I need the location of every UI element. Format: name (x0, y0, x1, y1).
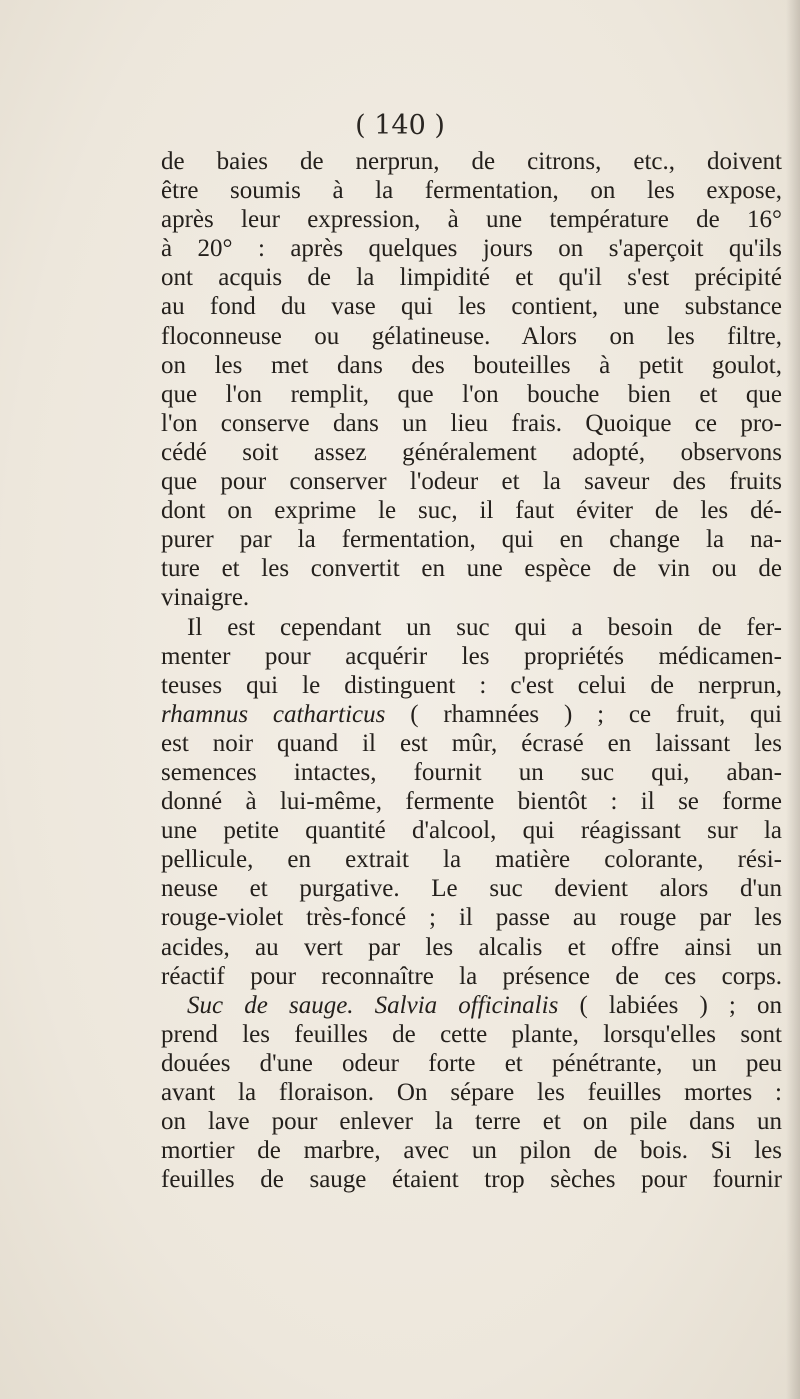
text-run: ( labiées ) ; on (579, 991, 783, 1019)
text-line: acides, au vert par les alcalis et offre ainsi un (161, 933, 782, 961)
text-line: avant la floraison. On sépare les feuilles mortes : (161, 1079, 782, 1106)
text-line: est noir quand il est mûr, écrasé en laissant les (161, 729, 782, 757)
species-name: rhamnus catharticus (161, 700, 386, 728)
text-line: teuses qui le distinguent : c'est celui de nerprun, (161, 671, 782, 699)
text-line: ture et les convertit en une espèce de vin ou de (161, 555, 782, 583)
text-line: de baies de nerprun, de citrons, etc., doivent (161, 148, 782, 175)
text-line: prend les feuilles de cette plante, lorsqu'elles sont (161, 1020, 782, 1048)
text-run: ( rhamnées ) ; ce fruit, qui (410, 700, 782, 728)
text-line: à 20° : après quelques jours on s'aperçoit qu'ils (161, 235, 782, 263)
text-line: l'on conserve dans un lieu frais. Quoique ce pro- (161, 409, 782, 437)
text-line: réactif pour reconnaître la présence de ces corps. (161, 962, 782, 990)
text-line: que pour conserver l'odeur et la saveur des fruits (161, 468, 782, 496)
text-line: être soumis à la fermentation, on les expose, (161, 177, 782, 205)
text-line: on lave pour enlever la terre et on pile dans un (161, 1108, 782, 1136)
page-edge-shadow (786, 0, 800, 1399)
text-line: feuilles de sauge étaient trop sèches pour fournir (161, 1166, 782, 1194)
text-line: menter pour acquérir les propriétés médicamen- (161, 642, 782, 670)
text-line: donné à lui-même, fermente bientôt : il se forme (161, 788, 782, 816)
text-line: au fond du vase qui les contient, une substance (161, 293, 782, 321)
text-line: on les met dans des bouteilles à petit goulot, (161, 351, 782, 379)
text-line: Il est cependant un suc qui a besoin de fer- (187, 613, 782, 641)
text-line: purer par la fermentation, qui en change la na- (161, 526, 782, 554)
text-line-mixed (161, 991, 782, 1020)
text-line: pellicule, en extrait la matière colorante, rési- (161, 846, 782, 874)
text-line: après leur expression, à une température de 16° (161, 206, 782, 234)
text-line: floconneuse ou gélatineuse. Alors on les filtre, (161, 322, 782, 350)
page-number-header: ( 140 ) (355, 110, 445, 141)
text-line: ont acquis de la limpidité et qu'il s'est précipité (161, 264, 782, 292)
text-line: semences intactes, fournit un suc qui, aban- (161, 758, 782, 786)
text-line: vinaigre. (161, 584, 250, 612)
text-line: dont on exprime le suc, il faut éviter de les dé- (161, 497, 782, 525)
body-text (161, 147, 782, 1194)
text-line: une petite quantité d'alcool, qui réagissant sur la (161, 817, 782, 845)
text-line: que l'on remplit, que l'on bouche bien et que (161, 380, 782, 408)
text-line-mixed (161, 700, 782, 729)
section-heading-sauge: Suc de sauge. Salvia officinalis (187, 991, 559, 1019)
text-line: cédé soit assez généralement adopté, observons (161, 438, 782, 466)
text-line: douées d'une odeur forte et pénétrante, un peu (161, 1049, 782, 1077)
text-line: mortier de marbre, avec un pilon de bois. Si les (161, 1137, 782, 1165)
text-line: neuse et purgative. Le suc devient alors d'un (161, 875, 782, 903)
text-line: rouge-violet très-foncé ; il passe au rouge par les (161, 904, 782, 932)
